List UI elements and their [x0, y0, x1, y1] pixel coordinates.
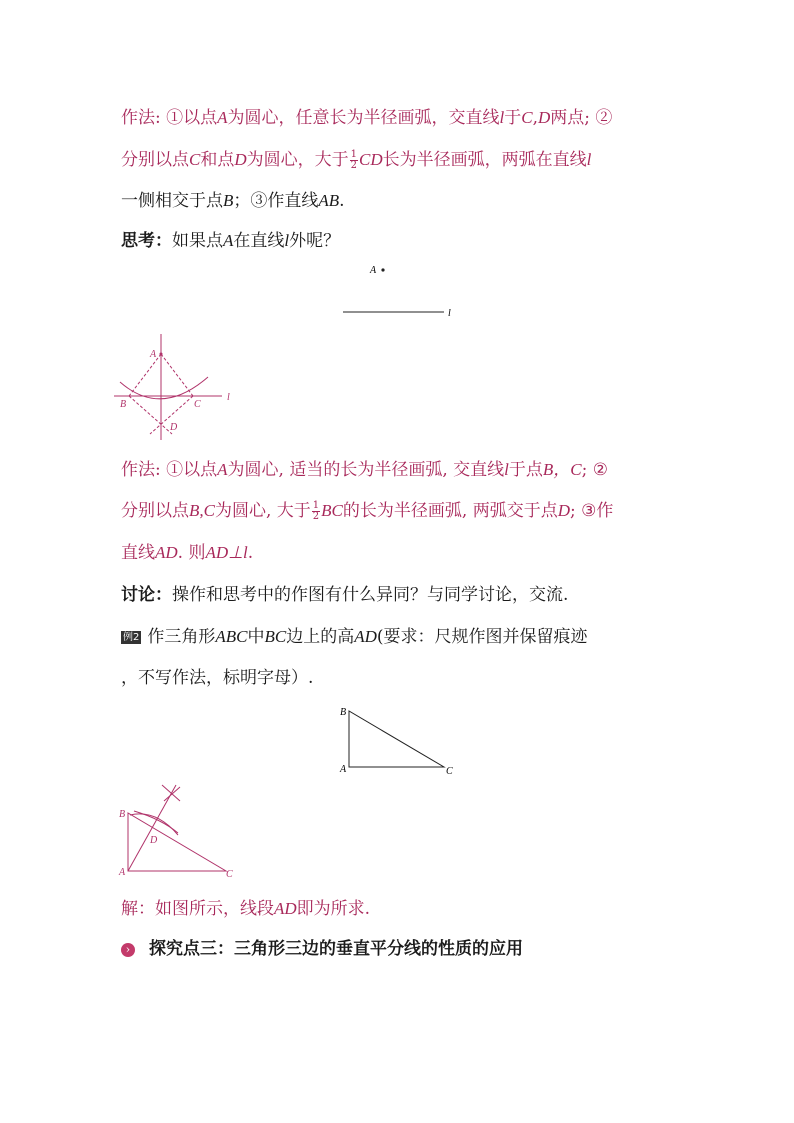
figure-triangle-ABC — [336, 704, 466, 776]
method2-line3: 直线AD. 则AD⊥l. — [121, 543, 254, 563]
point-A — [160, 353, 163, 356]
label-C: C — [226, 869, 233, 880]
think-line: 思考：如果点A在直线l外呢？ — [121, 231, 341, 251]
figure-point-and-line — [340, 262, 470, 322]
figure-perpendicular-construction — [112, 330, 252, 450]
method1-line3: 一侧相交于点B；③作直线AB. — [121, 191, 345, 211]
label-A: A — [340, 764, 347, 775]
label-B: B — [119, 809, 126, 820]
label-l: l — [227, 392, 230, 403]
label-B: B — [120, 399, 127, 410]
point-A — [381, 268, 384, 271]
section-heading: › 探究点三：三角形三边的垂直平分线的性质的应用 — [121, 937, 523, 961]
triangle-ABC — [128, 813, 226, 871]
cross-arc-1 — [162, 785, 180, 801]
label-A: A — [150, 349, 157, 360]
label-C: C — [446, 766, 453, 777]
method1-line2: 分别以点C和点D为圆心，大于 $\frac{1}{2}$ CD长为半径画弧，两弧在直线l — [121, 149, 592, 171]
label-D: D — [170, 422, 178, 433]
label-l: l — [448, 308, 451, 319]
label-A: A — [119, 867, 126, 878]
segment-BD — [129, 396, 172, 434]
segment-AB — [129, 354, 161, 396]
triangle-ABC — [349, 711, 444, 767]
solution-line: 解：如图所示，线段AD即为所求. — [121, 899, 371, 919]
segment-AC — [161, 354, 193, 396]
label-C: C — [194, 399, 201, 410]
label-A: A — [370, 265, 377, 276]
example-badge: 例2 — [123, 632, 140, 643]
fraction: $\frac{1}{2}$ — [312, 500, 320, 522]
method1-line1: 作法: ①以点A为圆心，任意长为半径画弧，交直线l于C,D两点; ② — [121, 108, 613, 128]
circle-arrow-icon: › — [121, 943, 135, 957]
fraction: $\frac{1}{2}$ — [350, 149, 357, 171]
figure-altitude-construction — [116, 783, 246, 878]
label-B: B — [340, 707, 347, 718]
example2-line1: 例2 作三角形ABC中BC边上的高AD(要求：尺规作图并保留痕迹 — [123, 627, 588, 647]
method2-line1: 作法: ①以点A为圆心, 适当的长为半径画弧, 交直线l于点B，C; ② — [121, 460, 608, 480]
discuss-line: 讨论：操作和思考中的作图有什么异同？与同学讨论，交流. — [121, 585, 569, 605]
method2-line2: 分别以点B,C为圆心, 大于 $\frac{1}{2}$ BC的长为半径画弧, 两弧交于点D; ③作 — [121, 500, 614, 522]
label-D: D — [150, 835, 158, 846]
altitude-AD-extended — [128, 785, 176, 871]
example2-line2: ，不写作法，标明字母）. — [121, 668, 314, 688]
